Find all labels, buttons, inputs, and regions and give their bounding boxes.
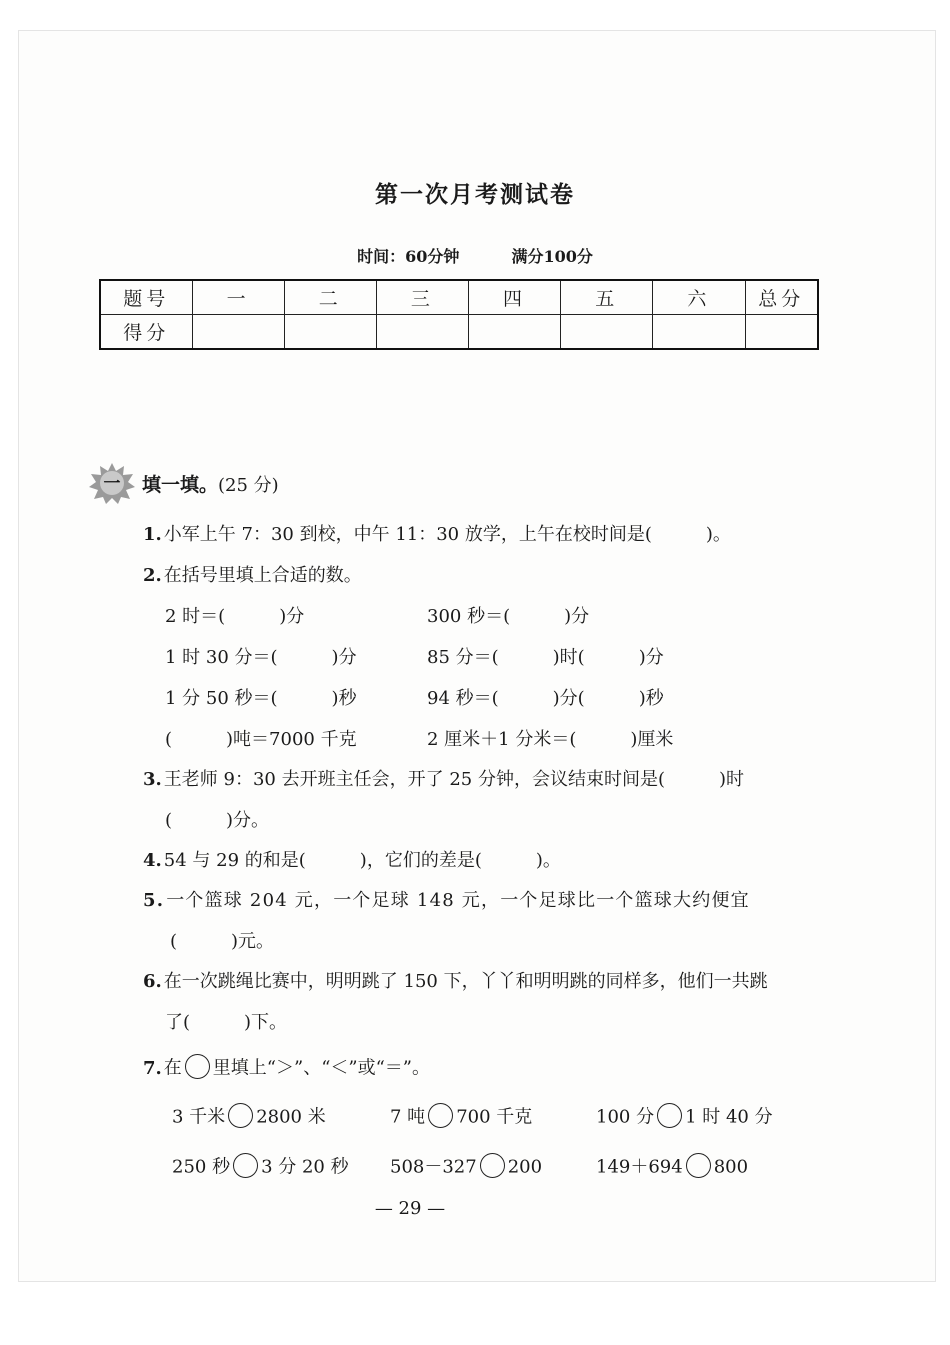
section-title	[142, 470, 279, 497]
question-number: 1.	[143, 524, 162, 545]
q2-item: 94 秒＝( )分( )秒	[427, 688, 664, 709]
q2-item: 1 分 50 秒＝( )秒	[165, 688, 357, 709]
compare-right: 1 时 40 分	[685, 1106, 773, 1128]
question-number: 4.	[143, 850, 162, 871]
question-5-cont: ( )元。	[170, 931, 275, 952]
compare-left: 149＋694	[596, 1156, 683, 1178]
section-heading	[88, 462, 279, 504]
score-cell[interactable]	[745, 315, 818, 350]
compare-left: 7 吨	[390, 1106, 426, 1128]
compare-item	[596, 1107, 773, 1128]
question-text: 小军上午 7：30 到校，中午 11：30 放学，上午在校时间是( )。	[163, 524, 731, 545]
compare-right: 700 千克	[456, 1106, 533, 1128]
page-title: 第一次月考测试卷	[375, 181, 575, 208]
compare-circle[interactable]	[480, 1153, 505, 1178]
header-cell: 四	[468, 280, 560, 315]
compare-item	[390, 1107, 532, 1128]
compare-item	[172, 1157, 349, 1178]
compare-left: 250 秒	[172, 1156, 231, 1178]
compare-left: 3 千米	[172, 1106, 226, 1128]
row-label: 得分	[100, 315, 192, 350]
q2-item: 2 厘米＋1 分米＝( )厘米	[427, 729, 674, 750]
header-cell: 五	[561, 280, 653, 315]
section-number: 一	[103, 474, 121, 494]
question-text: 里填上“＞”、“＜”或“＝”。	[212, 1057, 431, 1079]
compare-left: 100 分	[596, 1106, 655, 1128]
question-1	[143, 526, 731, 544]
question-7	[143, 1058, 430, 1079]
section-badge-icon	[88, 462, 136, 504]
compare-circle[interactable]	[686, 1153, 711, 1178]
header-cell: 二	[284, 280, 376, 315]
header-cell: 一	[192, 280, 284, 315]
compare-circle[interactable]	[657, 1103, 682, 1128]
question-text: 在	[163, 1057, 182, 1079]
compare-item	[596, 1157, 748, 1178]
score-cell[interactable]	[376, 315, 468, 350]
question-5	[143, 892, 750, 910]
q2-item: 2 时＝( )分	[165, 606, 305, 627]
compare-circle[interactable]	[233, 1153, 258, 1178]
time-limit: 时间：60分钟	[357, 247, 460, 266]
score-cell[interactable]	[653, 315, 745, 350]
compare-right: 800	[713, 1156, 749, 1178]
question-6	[143, 973, 768, 991]
question-2	[143, 567, 362, 585]
compare-circle	[185, 1054, 210, 1079]
compare-right: 3 分 20 秒	[261, 1156, 349, 1178]
score-table-score-row	[100, 315, 818, 350]
q2-item: 85 分＝( )时( )分	[427, 647, 664, 668]
full-score: 满分100分	[511, 247, 593, 266]
question-text: 王老师 9：30 去开班主任会，开了 25 分钟，会议结束时间是( )时	[163, 769, 744, 790]
question-6-cont: 了( )下。	[165, 1012, 288, 1033]
score-cell[interactable]	[468, 315, 560, 350]
compare-item	[172, 1107, 326, 1128]
score-cell[interactable]	[192, 315, 284, 350]
compare-item	[390, 1157, 542, 1178]
question-number: 6.	[143, 971, 162, 992]
question-number: 7.	[143, 1057, 162, 1079]
question-text: 在括号里填上合适的数。	[163, 565, 362, 586]
compare-right: 2800 米	[256, 1106, 326, 1128]
q2-item: 300 秒＝( )分	[427, 606, 590, 627]
compare-right: 200	[507, 1156, 543, 1178]
q2-item: 1 时 30 分＝( )分	[165, 647, 357, 668]
header-cell: 总分	[745, 280, 818, 315]
section-title-text: 填一填。	[142, 473, 219, 496]
question-text: 54 与 29 的和是( )，它们的差是( )。	[163, 850, 561, 871]
score-cell[interactable]	[561, 315, 653, 350]
question-4	[143, 852, 561, 870]
score-table-header-row	[100, 280, 818, 315]
question-3	[143, 771, 744, 789]
header-cell: 题号	[100, 280, 192, 315]
question-text: 一个篮球 204 元，一个足球 148 元，一个足球比一个篮球大约便宜	[166, 890, 750, 911]
compare-circle[interactable]	[428, 1103, 453, 1128]
score-cell[interactable]	[284, 315, 376, 350]
compare-left: 508－327	[390, 1156, 477, 1178]
question-number: 5.	[143, 890, 165, 911]
question-text: 在一次跳绳比赛中，明明跳了 150 下，丫丫和明明跳的同样多，他们一共跳	[163, 971, 768, 992]
compare-circle[interactable]	[228, 1103, 253, 1128]
question-number: 3.	[143, 769, 162, 790]
question-number: 2.	[143, 565, 162, 586]
question-3-cont: ( )分。	[165, 810, 270, 831]
section-score: (25 分)	[218, 474, 279, 496]
q2-item: ( )吨＝7000 千克	[165, 729, 357, 750]
header-cell: 三	[376, 280, 468, 315]
page-number: — 29 —	[374, 1198, 446, 1219]
score-table	[99, 279, 819, 350]
header-cell: 六	[653, 280, 745, 315]
exam-meta	[0, 244, 950, 267]
